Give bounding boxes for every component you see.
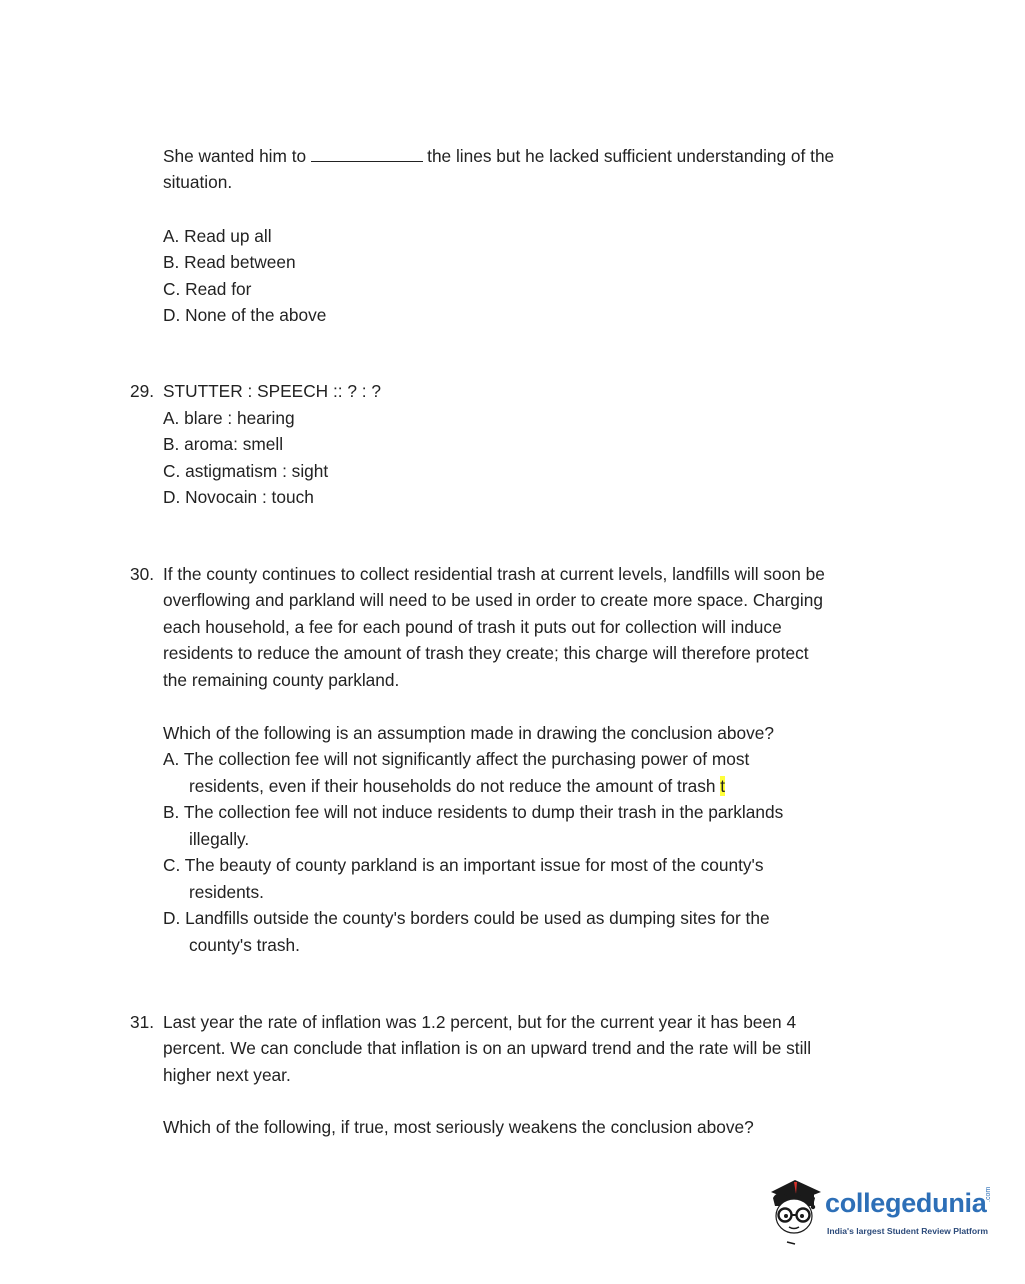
q28-stem-part2: the lines but he lacked sufficient understanding of the bbox=[427, 146, 835, 166]
q29-option-c: C. astigmatism : sight bbox=[163, 461, 329, 481]
q28-option-b: B. Read between bbox=[163, 252, 296, 272]
q30-option-c: C. The beauty of county parkland is an important issue for most of the county's bbox=[163, 855, 764, 875]
q28-option-d: D. None of the above bbox=[163, 305, 327, 325]
q31-question: Which of the following, if true, most seriously weakens the conclusion above? bbox=[163, 1117, 754, 1137]
q30-option-c-cont: residents. bbox=[189, 882, 264, 902]
q30-passage-line: each household, a fee for each pound of trash it puts out for collection will induce bbox=[163, 617, 782, 637]
collegedunia-logo bbox=[765, 1176, 995, 1248]
q30-option-a: A. The collection fee will not significantly affect the purchasing power of most bbox=[163, 749, 750, 769]
q31-passage-line: percent. We can conclude that inflation is on an upward trend and the rate will be still bbox=[163, 1038, 812, 1058]
q29-option-d: D. Novocain : touch bbox=[163, 487, 314, 507]
q29-option-a: A. blare : hearing bbox=[163, 408, 295, 428]
q30-option-b: B. The collection fee will not induce residents to dump their trash in the parklands bbox=[163, 802, 784, 822]
q31-passage-line: higher next year. bbox=[163, 1065, 291, 1085]
q30-question: Which of the following is an assumption made in drawing the conclusion above? bbox=[163, 723, 774, 743]
logo-domain-suffix: .com bbox=[985, 1186, 992, 1202]
q30-option-d: D. Landfills outside the county's borders could be used as dumping sites for the bbox=[163, 908, 770, 928]
q28-option-c: C. Read for bbox=[163, 279, 252, 299]
logo-wordmark: collegedunia bbox=[825, 1188, 987, 1218]
q29-stem: STUTTER : SPEECH :: ? : ? bbox=[163, 381, 381, 401]
q30-option-a-cont: residents, even if their households do not reduce the amount of trash t bbox=[189, 776, 726, 796]
q31-number: 31. bbox=[130, 1012, 155, 1032]
q30-passage-line: If the county continues to collect residential trash at current levels, landfills will soon be bbox=[163, 564, 825, 584]
q30-passage-line: overflowing and parkland will need to be used in order to create more space. Charging bbox=[163, 590, 823, 610]
q30-passage-line: residents to reduce the amount of trash they create; this charge will therefore protect bbox=[163, 643, 809, 663]
q28-stem-part1: She wanted him to bbox=[163, 146, 307, 166]
mascot-icon bbox=[765, 1176, 827, 1248]
q30-option-b-cont: illegally. bbox=[189, 829, 250, 849]
q28-stem-line2: situation. bbox=[163, 172, 233, 192]
q29-option-b: B. aroma: smell bbox=[163, 434, 284, 454]
q31-passage-line: Last year the rate of inflation was 1.2 percent, but for the current year it has been 4 bbox=[163, 1012, 797, 1032]
fill-blank bbox=[311, 146, 423, 162]
q29-number: 29. bbox=[130, 381, 155, 401]
q28-stem-line1 bbox=[163, 143, 834, 170]
logo-tagline: India's largest Student Review Platform bbox=[827, 1226, 989, 1236]
text-highlight: t bbox=[720, 776, 726, 796]
q28-option-a: A. Read up all bbox=[163, 226, 272, 246]
q30-option-d-cont: county's trash. bbox=[189, 935, 300, 955]
q30-passage-line: the remaining county parkland. bbox=[163, 670, 400, 690]
q30-number: 30. bbox=[130, 564, 155, 584]
